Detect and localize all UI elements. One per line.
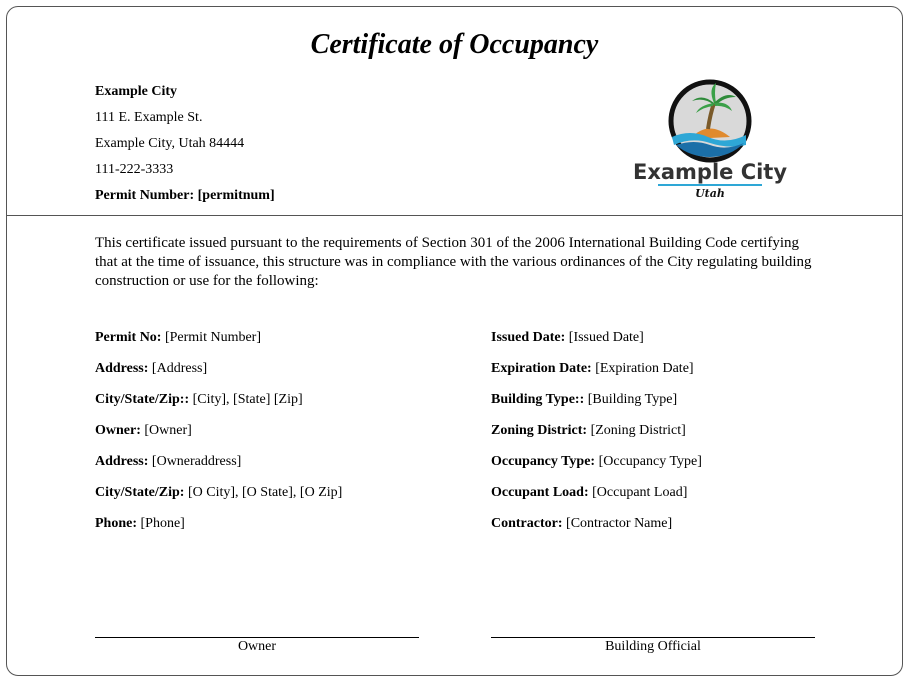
field-label: Contractor:: [491, 516, 563, 531]
certificate-statement: This certificate issued pursuant to the requirements of Section 301 of the 2006 International Building Code certifying that at the time of issuance, this structure was in compliance with the various ordinances of the City regulating building construction or use for the following:: [95, 235, 812, 289]
permit-number-label: Permit Number:: [95, 188, 195, 203]
page-title: Certificate of Occupancy: [310, 29, 599, 60]
field-value: [Contractor Name]: [566, 516, 673, 531]
field-value: [City], [State] [Zip]: [192, 392, 303, 407]
owner-signature-line: Owner: [95, 637, 419, 655]
field-row: [491, 422, 702, 453]
field-label: Expiration Date:: [491, 361, 592, 376]
field-label: Phone:: [95, 516, 137, 531]
field-value: [Owneraddress]: [151, 454, 242, 469]
field-value: [Owner]: [144, 423, 192, 438]
field-row: [491, 453, 702, 484]
field-label: Permit No:: [95, 330, 162, 345]
field-row: [95, 515, 342, 546]
field-row: [491, 484, 702, 515]
field-label: Occupancy Type:: [491, 454, 596, 469]
field-value: [Issued Date]: [568, 330, 644, 345]
field-row: [95, 360, 342, 391]
field-label: Address:: [95, 361, 149, 376]
field-row: [491, 391, 702, 422]
city-state-zip: Example City, Utah 84444: [95, 136, 245, 151]
city-name: Example City: [95, 84, 178, 99]
field-label: City/State/Zip:: [95, 485, 185, 500]
permit-number-line: [95, 183, 275, 209]
field-row: [491, 329, 702, 360]
field-label: Address:: [95, 454, 149, 469]
field-value: [Phone]: [140, 516, 185, 531]
field-row: [95, 391, 342, 422]
field-row: [95, 422, 342, 453]
field-value: [Building Type]: [587, 392, 678, 407]
city-info: [95, 79, 275, 209]
field-label: Issued Date:: [491, 330, 566, 345]
field-value: [Zoning District]: [590, 423, 686, 438]
permit-number-value: [permitnum]: [197, 188, 275, 203]
left-field-column: [95, 329, 342, 546]
palm-island-logo-icon: [632, 79, 788, 204]
official-signature-line: Building Official: [491, 637, 815, 655]
right-field-column: [491, 329, 702, 546]
field-value: [Occupancy Type]: [598, 454, 702, 469]
field-label: Zoning District:: [491, 423, 588, 438]
certificate-frame: [6, 6, 903, 676]
field-value: [Expiration Date]: [595, 361, 694, 376]
field-value: [Permit Number]: [164, 330, 261, 345]
field-value: [O City], [O State], [O Zip]: [187, 485, 343, 500]
field-row: [95, 453, 342, 484]
logo-text: Example City: [632, 160, 788, 184]
header-divider: [7, 215, 902, 216]
field-row: [95, 329, 342, 360]
logo-subtext: Utah: [695, 187, 725, 200]
field-label: Occupant Load:: [491, 485, 589, 500]
field-row: [95, 484, 342, 515]
field-label: City/State/Zip::: [95, 392, 190, 407]
field-row: [491, 360, 702, 391]
field-row: [491, 515, 702, 546]
field-value: [Address]: [151, 361, 208, 376]
city-phone: 111-222-3333: [95, 162, 174, 177]
field-label: Owner:: [95, 423, 141, 438]
field-value: [Occupant Load]: [592, 485, 688, 500]
city-street: 111 E. Example St.: [95, 110, 203, 125]
field-label: Building Type::: [491, 392, 585, 407]
